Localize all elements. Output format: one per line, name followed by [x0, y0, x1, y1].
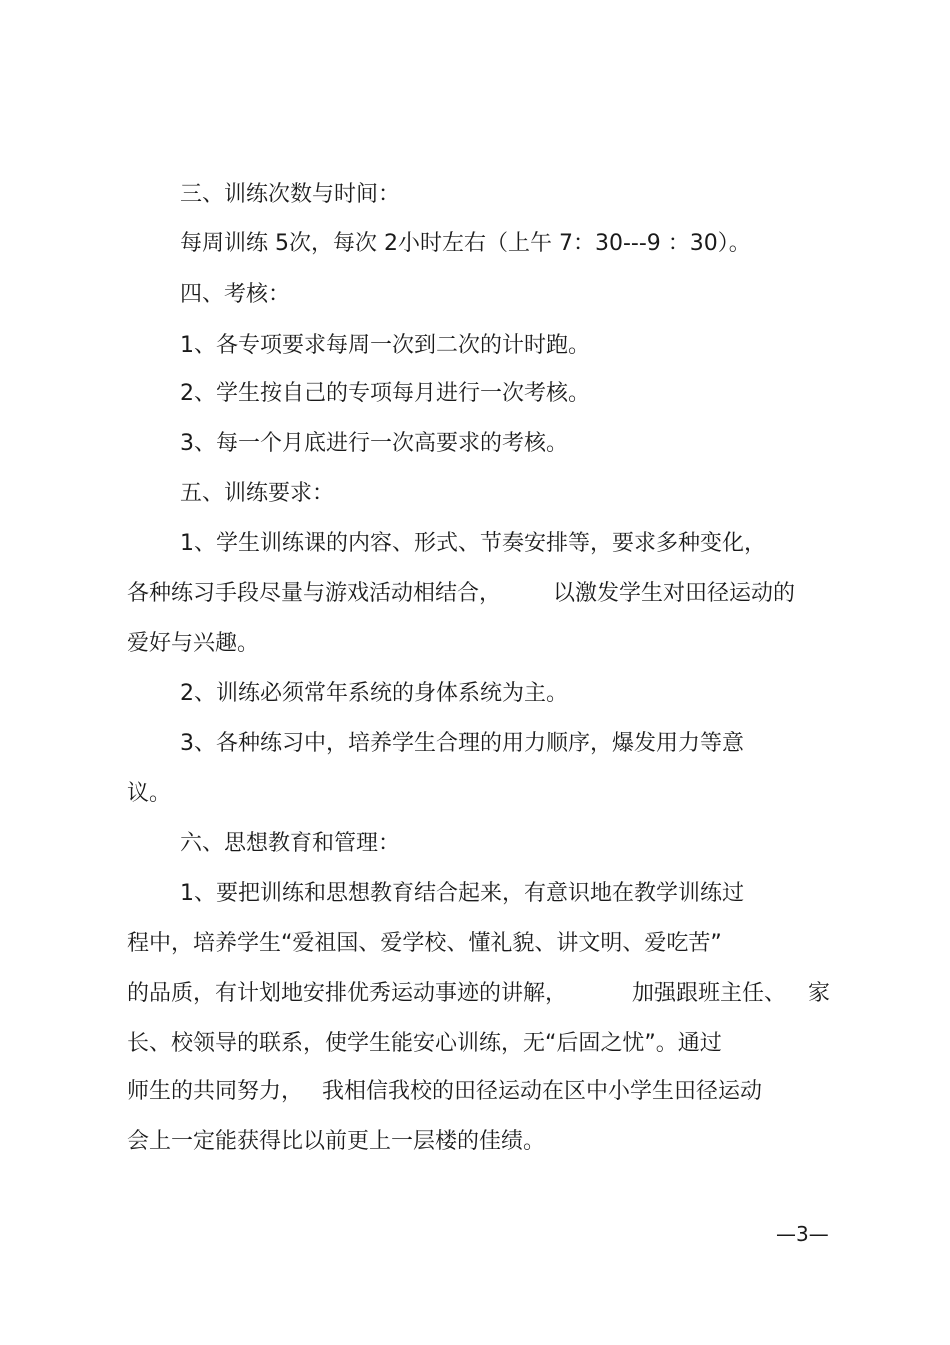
paragraph-line: 各种练习手段尽量与游戏活动相结合， — [127, 581, 502, 606]
paragraph-line: 1、学生训练课的内容、形式、节奏安排等，要求多种变化， — [180, 531, 766, 556]
paragraph-line: 议。 — [127, 781, 172, 806]
paragraph-line: 长、校领导的联系，使学生能安心训练，无“后固之忧”。通过 — [127, 1031, 722, 1056]
section-heading-4: 四、考核： — [180, 282, 291, 307]
paragraph-line: 会上一定能获得比以前更上一层楼的佳绩。 — [127, 1129, 546, 1154]
paragraph-line: 我相信我校的田径运动在区中小学生田径运动 — [322, 1079, 763, 1104]
section-heading-3: 三、训练次数与时间： — [180, 182, 401, 207]
page-number: —3— — [776, 1222, 829, 1246]
section-heading-5: 五、训练要求： — [180, 481, 335, 506]
paragraph-line: 1、各专项要求每周一次到二次的计时跑。 — [180, 333, 590, 358]
paragraph-line: 程中，培养学生“爱祖国、爱学校、懂礼貌、讲文明、爱吃苦” — [127, 931, 722, 956]
paragraph-line: 的品质，有计划地安排优秀运动事迹的讲解， — [127, 981, 568, 1006]
paragraph-line: 加强跟班主任、 — [632, 981, 787, 1006]
paragraph-line: 每周训练 5次，每次 2小时左右（上午 7：30---9 ：30）。 — [180, 231, 751, 256]
paragraph-line: 1、要把训练和思想教育结合起来，有意识地在教学训练过 — [180, 881, 744, 906]
paragraph-line: 爱好与兴趣。 — [127, 631, 260, 656]
paragraph-line: 家 — [808, 981, 831, 1006]
paragraph-line: 师生的共同努力， — [127, 1079, 304, 1104]
paragraph-line: 2、训练必须常年系统的身体系统为主。 — [180, 681, 568, 706]
section-heading-6: 六、思想教育和管理： — [180, 831, 401, 856]
paragraph-line: 2、学生按自己的专项每月进行一次考核。 — [180, 381, 590, 406]
paragraph-line: 3、每一个月底进行一次高要求的考核。 — [180, 431, 568, 456]
paragraph-line: 以激发学生对田径运动的 — [553, 581, 796, 606]
paragraph-line: 3、各种练习中，培养学生合理的用力顺序，爆发用力等意 — [180, 731, 744, 756]
